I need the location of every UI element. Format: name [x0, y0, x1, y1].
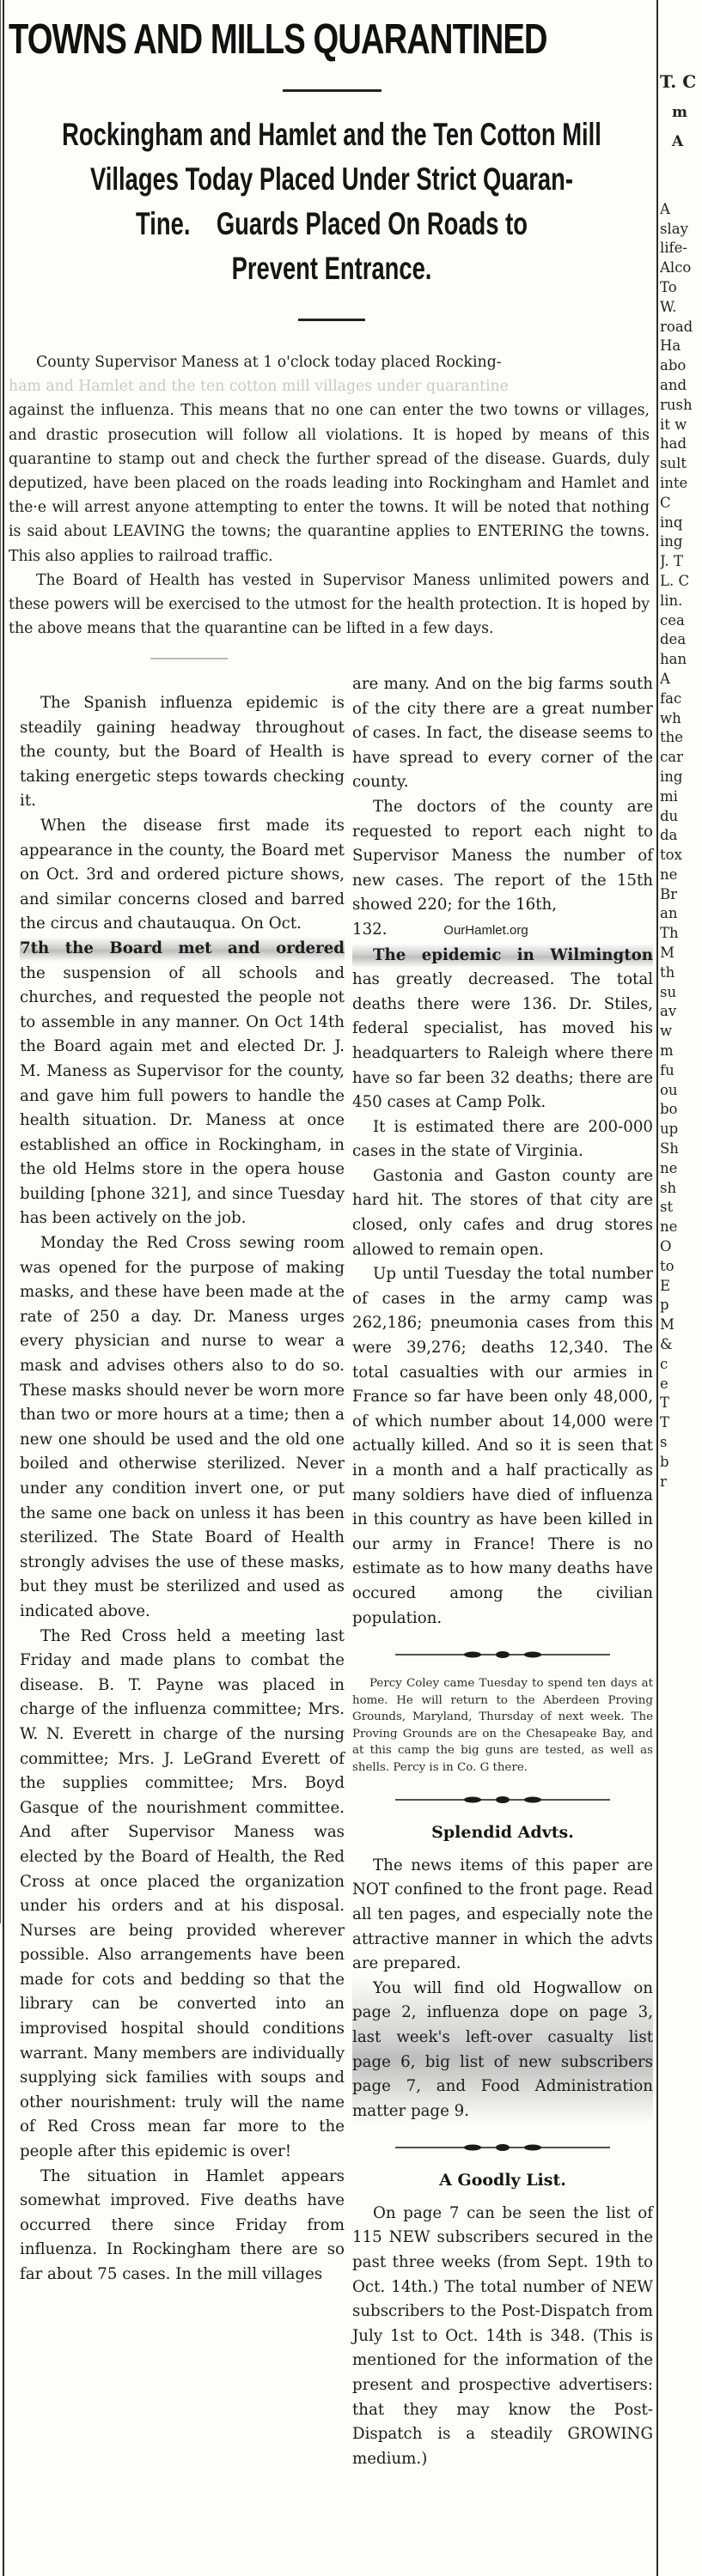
- column-rule-middle: [0, 0, 1, 1923]
- lead-paragraph: against the influenza. This means that no one can enter the two towns or villages, and drastic prosecution will follow all violations. It is hoped by means of this quarantine to stamp out and check the further spread of the disease. Guards, duly deputized, have been placed on the roads leading into Rockingham and Hamlet and the·e will arrest anyone attempting to enter the towns. It will be noted that nothing is said about LEAVING the towns; the quarantine applies to ENTERING the towns. This also applies to railroad traffic.: [9, 402, 650, 565]
- paragraph: The Red Cross held a meeting last Friday and made plans to combat the disease. B. T. Payne was placed in charge of the influenza committee; Mrs. W. N. Everett in charge of the nursing committee; Mrs. J. LeGrand Everett of the supplies committee; Mrs. Boyd Gasque of the nourishment committee. And after Supervisor Maness was elected by the Board of Health, the Red Cross at once placed the organization under his orders and at his disposal. Nurses are being provided wherever possible. Also arrangements have been made for cots and bedding so that the library can be converted into an improvised hospital should conditions warrant. Many members are individually supplying sick families with soups and other nourishment: truly will the name of Red Cross mean far more to the people after this epidemic is over!: [20, 1626, 345, 2161]
- deck-line: Tine. Guards Placed On Roads to: [136, 206, 528, 241]
- ornament-rule-icon: [395, 2142, 610, 2153]
- deck-line: Villages Today Placed Under Strict Quaran-: [90, 161, 573, 197]
- fragment-line: bo: [660, 1101, 678, 1118]
- paragraph: the suspension of all schools and churches, and requested the people not to assemble in any manner. On Oct 14th the Board again met and elected Dr. J. M. Maness as Supervisor for the county, and gave him full powers to handle the health situation. Dr. Maness at once established an office in Rockingham, in the old Helms store in the opera house building [phone 321], and since Tuesday has been actively on the job.: [20, 963, 345, 1228]
- fragment-line: fu: [660, 1061, 675, 1078]
- fragment-line: road: [660, 318, 693, 335]
- headline: TOWNS AND MILLS QUARANTINED: [9, 16, 547, 63]
- paragraph: Gastonia and Gaston county are hard hit. The stores of that city are closed, only cafes and drug stores allowed to remain open.: [352, 1166, 653, 1259]
- fragment-line: life-: [660, 240, 688, 257]
- fragment-line: T: [660, 1414, 670, 1431]
- fragment-line: A: [660, 670, 670, 687]
- deck-line: Prevent Entrance.: [231, 251, 432, 286]
- fragment-line: Br: [660, 885, 678, 902]
- fragment-line: M: [660, 945, 675, 962]
- fragment-head: A: [672, 133, 684, 150]
- fragment-line: da: [660, 827, 678, 844]
- fragment-line: rush: [660, 396, 693, 413]
- fragment-line: av: [660, 1003, 677, 1020]
- fragment-line: inq: [660, 513, 683, 531]
- fragment-line: [660, 180, 702, 200]
- paragraph: Monday the Red Cross sewing room was opened for the purpose of making masks, and these have been made at the rate of 250 a day. Dr. Maness urges every physician and nurse to wear a mask and advises others also to do so. These masks should never be worn more than two or more hours at a time; then a new one should be used and the old one boiled and otherwise sterilized. Never under any condition invert one, or put the same one back on unless it has been sterilized. The State Board of Health strongly advises the use of these masks, but they must be sterilized and used as indicated above.: [20, 1234, 345, 1620]
- fragment-line: Sh: [660, 1140, 679, 1157]
- headline-divider: [283, 89, 382, 92]
- fragment-line: to: [660, 1257, 675, 1274]
- deck-divider: [298, 319, 365, 321]
- ornament-divider: [352, 2142, 653, 2153]
- fragment-line: dea: [660, 631, 687, 648]
- ornament-rule-icon: [395, 1795, 610, 1805]
- fragment-line: e: [660, 1375, 668, 1392]
- fragment-line: th: [660, 963, 675, 981]
- paragraph: The doctors of the county are requested to report each night to Supervisor Maness the number of new cases. The report of the 15th showed 220; for the 16th,: [352, 797, 653, 914]
- lead-faded-line: ham and Hamlet and the ten cotton mill villages under quarantine: [9, 378, 509, 396]
- fragment-lines: [660, 180, 702, 1492]
- lead-block: [9, 350, 655, 641]
- lead-line: County Supervisor Maness at 1 o'clock today placed Rocking-: [36, 354, 502, 371]
- fragment-line: O: [660, 1238, 672, 1255]
- fragment-line: ne: [660, 1218, 678, 1236]
- fragment-line: M: [660, 1316, 675, 1334]
- paragraph: The Spanish influenza epidemic is steadily gaining headway throughout the county, but the Board of Health is taking energetic steps towards checking it.: [20, 694, 345, 811]
- smeared-line: The epidemic in Wilmington: [352, 944, 653, 969]
- fragment-line: s: [660, 1434, 668, 1450]
- fragment-head: m: [672, 104, 687, 121]
- subhead-splendid-advts: Splendid Advts.: [431, 1823, 574, 1843]
- paragraph: has greatly decreased. The total deaths there were 136. Dr. Stiles, federal specialist, has moved his headquarters to Raleigh where there have so far been 32 deaths; there are 450 cases at Camp Polk.: [352, 970, 653, 1112]
- fragment-line: p: [660, 1297, 669, 1314]
- fragment-line: A: [660, 200, 670, 217]
- adjacent-column-fragment: [660, 0, 702, 2576]
- fragment-line: the: [660, 729, 684, 746]
- paragraph: The news items of this paper are NOT confined to the front page. Read all ten pages, and especially note the attractive manner in which the advts are prepared.: [352, 1856, 653, 1973]
- paragraph: It is estimated there are 200-000 cases in the state of Virginia.: [352, 1117, 653, 1161]
- brief-text: Percy Coley came Tuesday to spend ten days at home. He will return to the Aberdeen Proving Grounds, Maryland, Thursday of next week. The Proving Grounds are on the Chesapeake Bay, and at this camp the big guns are tested, as well as shells. Percy is in Co. G there.: [352, 1677, 653, 1774]
- lead-paragraph: The Board of Health has vested in Supervisor Maness unlimited powers and these powers will be exercised to the utmost for the health protection. It is hoped by the above means that the quarantine can be lifted in a few days.: [9, 571, 650, 638]
- column-rule-right: [656, 0, 658, 2576]
- column-b: [352, 672, 653, 2471]
- column-rule-left: [3, 0, 4, 2576]
- fragment-line: it w: [660, 416, 687, 433]
- fragment-line: ou: [660, 1081, 678, 1098]
- fragment-line: du: [660, 807, 679, 824]
- fragment-line: fac: [660, 690, 682, 707]
- brief-percy-coley: [352, 1675, 653, 1776]
- fragment-line: cea: [660, 611, 685, 629]
- column-a: [20, 691, 345, 2287]
- fragment-line: C: [660, 494, 671, 511]
- fragment-line: m: [660, 1042, 674, 1060]
- fragment-line: and: [660, 376, 687, 393]
- deck-line: Rockingham and Hamlet and the Ten Cotton Mill: [62, 117, 601, 152]
- fragment-line: W.: [660, 298, 677, 315]
- fragment-line: E: [660, 1277, 671, 1294]
- fragment-line: w: [660, 1023, 673, 1040]
- fragment-line: an: [660, 905, 678, 922]
- fragment-line: ne: [660, 866, 678, 883]
- fragment-line: Alco: [660, 259, 692, 276]
- paragraph: You will find old Hogwallow on page 2, influenza dope on page 3, last week's left-over casualty list page 6, big list of new subscribers page 7, and Food Administration matter page 9.: [352, 1977, 653, 2124]
- fragment-line: car: [660, 749, 683, 766]
- fragment-line: han: [660, 651, 687, 668]
- count-value: 132.: [352, 920, 388, 939]
- fragment-line: &: [660, 1336, 673, 1353]
- fragment-line: had: [660, 435, 687, 453]
- fragment-line: ing: [660, 768, 683, 785]
- fragment-line: ne: [660, 1159, 678, 1176]
- ornament-divider: [352, 1795, 653, 1805]
- fragment-line: abo: [660, 357, 687, 374]
- fragment-head: T. C: [660, 71, 697, 92]
- fragment-line: sult: [660, 455, 687, 472]
- ornament-divider: [352, 1649, 653, 1660]
- paragraph: When the disease first made its appearance in the county, the Board met on Oct. 3rd and ordered picture shows, and similar concerns closed and barred the circus and chautauqua. On Oct.: [20, 816, 345, 933]
- fragment-line: up: [660, 1121, 679, 1138]
- fragment-line: c: [660, 1355, 668, 1372]
- subhead-goodly-list: A Goodly List.: [439, 2171, 566, 2190]
- fragment-line: b: [660, 1453, 669, 1470]
- fragment-line: slay: [660, 220, 688, 237]
- watermark: OurHamlet.org: [443, 922, 528, 938]
- fragment-line: mi: [660, 787, 678, 805]
- fragment-line: lin.: [660, 592, 683, 609]
- fragment-line: T: [660, 1394, 670, 1412]
- fragment-line: Ha: [660, 337, 681, 355]
- fragment-line: sh: [660, 1179, 677, 1196]
- fragment-line: J. T: [660, 553, 683, 570]
- lead-divider: [150, 658, 228, 659]
- paragraph: The situation in Hamlet appears somewhat improved. Five deaths have occurred there since Friday from influenza. In Rockingham there are so far about 75 cases. In the mill villages: [20, 2166, 345, 2283]
- fragment-line: su: [660, 983, 677, 1000]
- fragment-line: r: [660, 1473, 667, 1490]
- paragraph: are many. And on the big farms south of the city there are a great number of cases. In fact, the disease seems to have spread to every corner of the county.: [352, 675, 653, 792]
- fragment-line: inte: [660, 474, 688, 491]
- fragment-line: tox: [660, 847, 682, 864]
- fragment-line: wh: [660, 709, 681, 726]
- paragraph: On page 7 can be seen the list of 115 NEW subscribers secured in the past three weeks (from Sept. 19th to Oct. 14th.) The total number of NEW subscribers to the Post-Dispatch from July 1st to Oct. 14th is 348. (This is mentioned for the information of the present and prospective advertisers: that they may know the Post-Dispatch is a steadily GROWING medium.): [352, 2203, 653, 2468]
- smeared-line: 7th the Board met and ordered: [20, 937, 345, 962]
- fragment-line: st: [660, 1199, 674, 1216]
- deck-headline: [9, 112, 655, 291]
- fragment-line: Th: [660, 925, 679, 942]
- fragment-line: To: [660, 278, 677, 295]
- main-story: [9, 0, 655, 659]
- fragment-line: ing: [660, 533, 683, 550]
- fragment-line: L. C: [660, 572, 690, 589]
- paragraph-end: [352, 918, 653, 944]
- paragraph: Up until Tuesday the total number of cases in the army camp was 262,186; pneumonia cases from this were 39,276; deaths 12,340. The total casualties with our armies in France so far have been only 48,000, of which number about 14,000 were actually killed. And so it is seen that in a month and a half practically as many soldiers have died of influenza in this country as have been killed in our army in France! There is no estimate as to how many deaths have occured among the civilian population.: [352, 1265, 653, 1627]
- ornament-rule-icon: [395, 1649, 610, 1660]
